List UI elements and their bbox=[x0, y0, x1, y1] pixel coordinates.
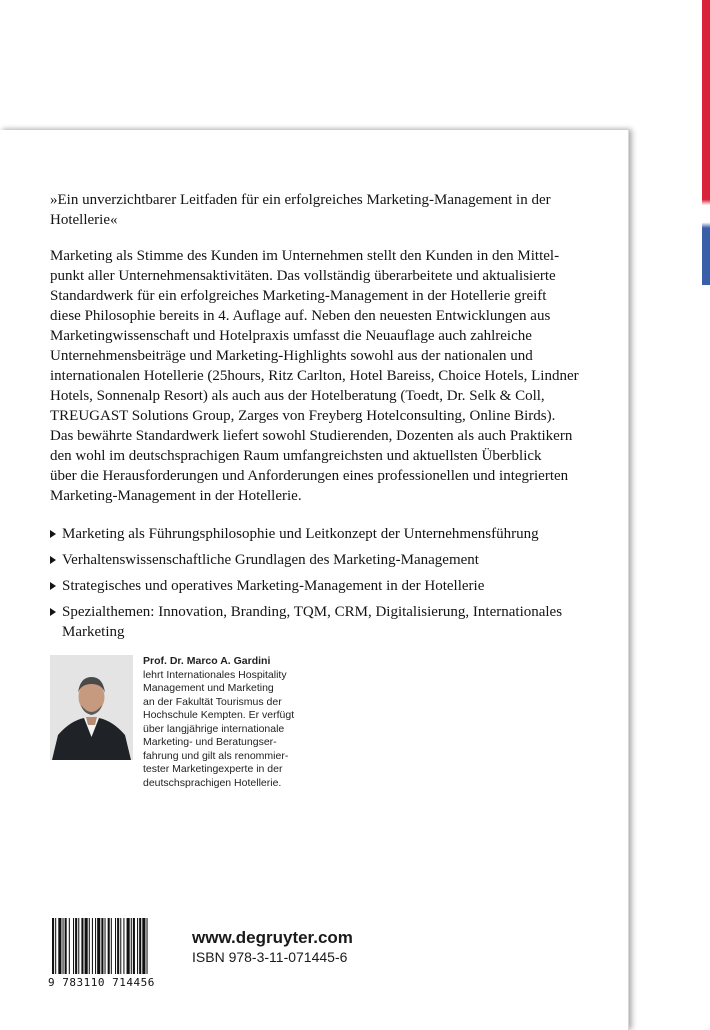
blurb-line: internationalen Hotellerie (25hours, Ritz Carlton, Hotel Bareiss, Choice Hotels, Lindner bbox=[50, 368, 579, 384]
blurb-line: Unternehmensbeiträge und Marketing-Highlights sowohl aus der nationalen und bbox=[50, 348, 533, 364]
blurb-line: Marketingwissenschaft und Hotelpraxis umfasst die Neuauflage auch zahlreiche bbox=[50, 328, 532, 344]
barcode-icon bbox=[48, 918, 178, 976]
bio-line: Hochschule Kempten. Er verfügt bbox=[143, 709, 295, 721]
barcode-bar bbox=[133, 918, 135, 974]
barcode-bar bbox=[75, 918, 77, 974]
blurb-line: Marketing als Stimme des Kunden im Unternehmen stellt den Kunden in den Mittel- bbox=[50, 248, 560, 264]
book-back-cover bbox=[0, 130, 629, 1030]
blurb-line: punkt aller Unternehmensaktivitäten. Das vollständig überarbeitete und aktualisierte bbox=[50, 268, 556, 284]
tagline-line: Hotellerie« bbox=[50, 212, 118, 228]
barcode-bar bbox=[78, 918, 79, 974]
bullet-item bbox=[50, 524, 598, 544]
barcode-bar bbox=[69, 918, 70, 974]
barcode-bar bbox=[137, 918, 138, 974]
bio-line: Management und Marketing bbox=[143, 682, 274, 694]
barcode-bar bbox=[73, 918, 74, 974]
barcode-bar bbox=[63, 918, 64, 974]
barcode-bar bbox=[127, 918, 130, 974]
publisher-url[interactable]: www.degruyter.com bbox=[192, 928, 353, 947]
barcode-bar bbox=[97, 918, 100, 974]
isbn-text: ISBN 978-3-11-071445-6 bbox=[192, 949, 348, 965]
barcode-bar bbox=[52, 918, 54, 974]
bio-line: fahrung und gilt als renommier- bbox=[143, 749, 289, 762]
blurb-line: TREUGAST Solutions Group, Zarges von Freyberg Hotelconsulting, Online Birds). bbox=[50, 408, 556, 424]
blurb-line: den wohl im deutschsprachigen Raum umfangreichsten und aktuellsten Überblick bbox=[50, 448, 542, 464]
barcode-bar bbox=[131, 918, 132, 974]
author-bio bbox=[143, 655, 373, 790]
bullet-text: Marketing als Führungsphilosophie und Leitkonzept der Unternehmensführung bbox=[62, 526, 539, 542]
barcode-bar bbox=[139, 918, 141, 974]
bullet-text: Strategisches und operatives Marketing-Management in der Hotellerie bbox=[62, 578, 485, 594]
blurb-line: diese Philosophie bereits in 4. Auflage auf. Neben den neuesten Entwicklungen aus bbox=[50, 308, 551, 324]
barcode-bar bbox=[95, 918, 96, 974]
triangle-bullet-icon bbox=[50, 530, 56, 538]
blurb-line: Hotels, Sonnenalp Resort) als auch aus der Hotelberatung (Toedt, Dr. Selk & Coll, bbox=[50, 388, 545, 404]
blurb-line: Marketing-Management in der Hotellerie. bbox=[50, 488, 302, 504]
bio-line: lehrt Internationales Hospitality bbox=[143, 668, 287, 681]
author-section bbox=[50, 655, 610, 795]
adjacent-book-spine bbox=[702, 0, 710, 285]
barcode-digits: 9 783110 714456 bbox=[48, 976, 155, 989]
barcode-bar bbox=[105, 918, 106, 974]
barcode-bar bbox=[89, 918, 90, 974]
barcode-bar bbox=[58, 918, 61, 974]
blurb-paragraph bbox=[50, 246, 598, 506]
barcode-bar bbox=[117, 918, 119, 974]
tagline bbox=[50, 190, 598, 230]
barcode-bar bbox=[147, 918, 148, 974]
blurb-line: über die Herausforderungen und Anforderungen eines professionellen und integrierten bbox=[50, 468, 569, 484]
bio-line: tester Marketingexperte in der bbox=[143, 763, 283, 775]
publisher-info bbox=[192, 927, 353, 967]
bullet-item bbox=[50, 550, 598, 570]
barcode-bar bbox=[55, 918, 56, 974]
bullet-item bbox=[50, 576, 598, 596]
topic-bullet-list bbox=[50, 524, 598, 642]
bullet-text: Marketing bbox=[62, 624, 125, 640]
barcode-bar bbox=[111, 918, 112, 974]
barcode-bar bbox=[123, 918, 124, 974]
bio-line: an der Fakultät Tourismus der bbox=[143, 695, 282, 708]
triangle-bullet-icon bbox=[50, 582, 56, 590]
barcode-bar bbox=[120, 918, 121, 974]
barcode-bar bbox=[142, 918, 145, 974]
author-portrait-icon bbox=[50, 655, 133, 760]
barcode-bar bbox=[101, 918, 103, 974]
barcode-bar bbox=[115, 918, 116, 974]
author-name: Prof. Dr. Marco A. Gardini bbox=[143, 655, 271, 667]
bio-line: deutschsprachigen Hotellerie. bbox=[143, 776, 282, 789]
barcode-bar bbox=[85, 918, 88, 974]
bullet-text: Spezialthemen: Innovation, Branding, TQM, CRM, Digitalisierung, Internationales bbox=[62, 604, 563, 620]
blurb-line: Das bewährte Standardwerk liefert sowohl Studierenden, Dozenten als auch Praktikern bbox=[50, 428, 573, 444]
bio-line: über langjährige internationale bbox=[143, 722, 285, 735]
bio-line: Marketing- und Beratungser- bbox=[143, 736, 277, 748]
barcode-bar bbox=[92, 918, 93, 974]
triangle-bullet-icon bbox=[50, 608, 56, 616]
barcode-bar bbox=[65, 918, 67, 974]
tagline-line: »Ein unverzichtbarer Leitfaden für ein erfolgreiches Marketing-Management in der bbox=[50, 192, 551, 208]
barcode-bar bbox=[81, 918, 83, 974]
barcode-bar bbox=[108, 918, 110, 974]
bullet-text: Verhaltenswissenschaftliche Grundlagen des Marketing-Management bbox=[62, 552, 479, 568]
triangle-bullet-icon bbox=[50, 556, 56, 564]
bullet-item bbox=[50, 602, 598, 642]
cover-content bbox=[50, 190, 598, 648]
author-photo bbox=[50, 655, 133, 760]
isbn-barcode bbox=[48, 918, 178, 996]
blurb-line: Standardwerk für ein erfolgreiches Marketing-Management in der Hotellerie greift bbox=[50, 288, 547, 304]
